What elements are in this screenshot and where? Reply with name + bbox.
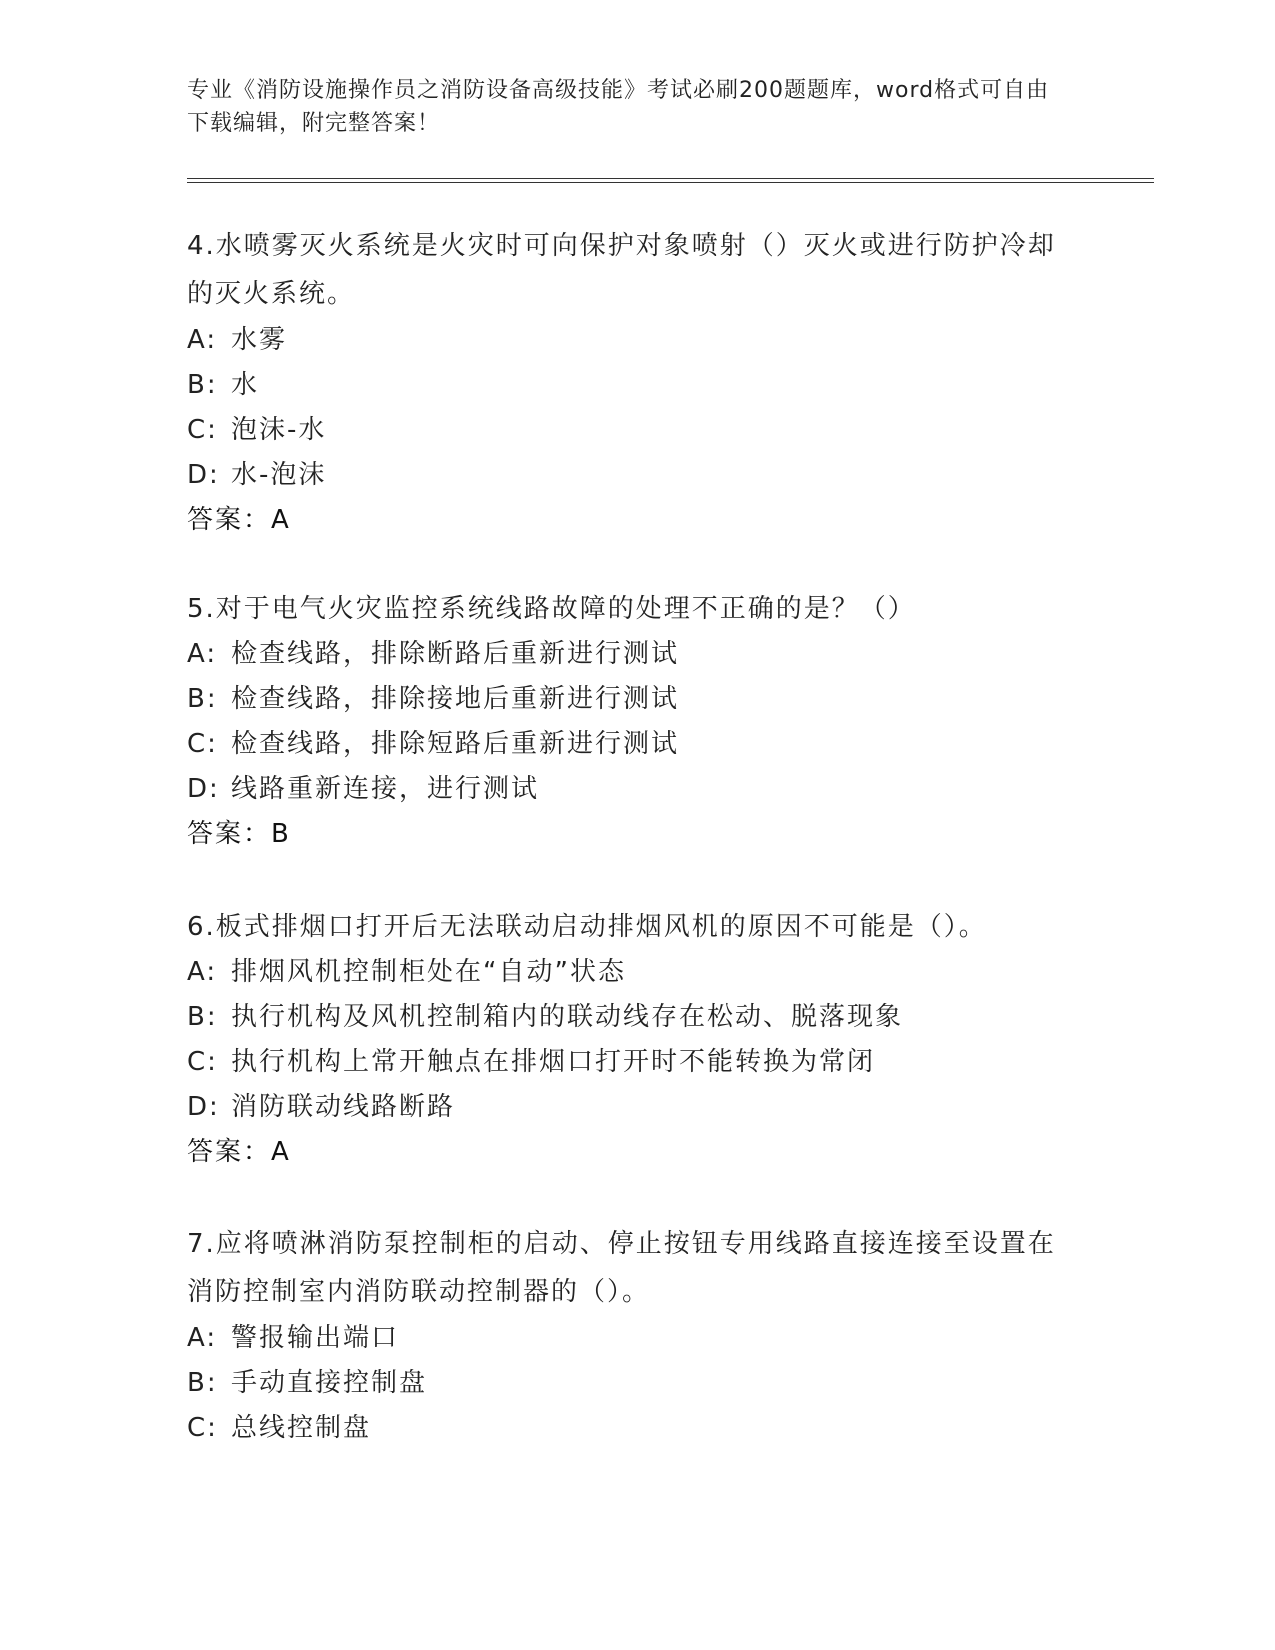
option-label: D: (187, 460, 220, 490)
option-text: 手动直接控制盘 (231, 1368, 428, 1398)
option-text: 总线控制盘 (231, 1413, 372, 1443)
option-text: 警报输出端口 (231, 1323, 400, 1353)
option-label: B: (187, 370, 218, 400)
option-label: A: (187, 639, 218, 669)
option-text: 执行机构上常开触点在排烟口打开时不能转换为常闭 (231, 1047, 876, 1077)
option-label: C: (187, 729, 218, 759)
question-stem: 5.对于电气火灾监控系统线路故障的处理不正确的是？（） (187, 594, 916, 624)
option-d (187, 1085, 1067, 1130)
option-label: C: (187, 1047, 218, 1077)
option-label: B: (187, 1002, 218, 1032)
option-text: 线路重新连接，进行测试 (231, 774, 540, 804)
option-label: C: (187, 415, 218, 445)
option-b (187, 363, 1067, 408)
question-7 (187, 1220, 1067, 1451)
option-c (187, 1040, 1067, 1085)
option-a (187, 318, 1067, 363)
option-text: 水 (231, 370, 260, 400)
question-stem: 4.水喷雾灭火系统是火灾时可向保护对象喷射（）灭火或进行防护冷却的灭火系统。 (187, 231, 1056, 309)
option-text: 水雾 (231, 325, 288, 355)
option-label: D: (187, 1092, 220, 1122)
header-divider-bottom (187, 182, 1154, 183)
option-label: D: (187, 774, 220, 804)
option-c (187, 408, 1067, 453)
option-c (187, 722, 1067, 767)
option-a (187, 632, 1067, 677)
option-text: 消防联动线路断路 (231, 1092, 456, 1122)
option-label: A: (187, 325, 218, 355)
answer: 答案：B (187, 819, 291, 849)
option-text: 检查线路，排除接地后重新进行测试 (231, 684, 680, 714)
option-text: 水-泡沫 (231, 460, 327, 490)
option-d (187, 453, 1067, 498)
question-4 (187, 222, 1067, 543)
answer: 答案：A (187, 1137, 291, 1167)
option-b (187, 995, 1067, 1040)
option-text: 泡沫-水 (231, 415, 327, 445)
option-label: C: (187, 1413, 218, 1443)
question-stem: 7.应将喷淋消防泵控制柜的启动、停止按钮专用线路直接连接至设置在消防控制室内消防联动控制器的（）。 (187, 1229, 1056, 1307)
option-text: 检查线路，排除短路后重新进行测试 (231, 729, 680, 759)
option-a (187, 950, 1067, 995)
question-stem: 6.板式排烟口打开后无法联动启动排烟风机的原因不可能是（）。 (187, 912, 987, 942)
option-a (187, 1316, 1067, 1361)
option-c (187, 1406, 1067, 1451)
header-divider-top (187, 178, 1154, 179)
option-label: A: (187, 957, 218, 987)
option-d (187, 767, 1067, 812)
option-label: B: (187, 1368, 218, 1398)
answer: 答案：A (187, 505, 291, 535)
option-b (187, 1361, 1067, 1406)
option-label: B: (187, 684, 218, 714)
option-label: A: (187, 1323, 218, 1353)
question-5 (187, 587, 1067, 857)
option-text: 执行机构及风机控制箱内的联动线存在松动、脱落现象 (231, 1002, 904, 1032)
option-text: 排烟风机控制柜处在“自动”状态 (231, 957, 626, 987)
question-6 (187, 905, 1067, 1175)
option-b (187, 677, 1067, 722)
option-text: 检查线路，排除断路后重新进行测试 (231, 639, 680, 669)
document-header: 专业《消防设施操作员之消防设备高级技能》考试必刷200题题库，word格式可自由下载编辑，附完整答案！ (187, 78, 1050, 136)
